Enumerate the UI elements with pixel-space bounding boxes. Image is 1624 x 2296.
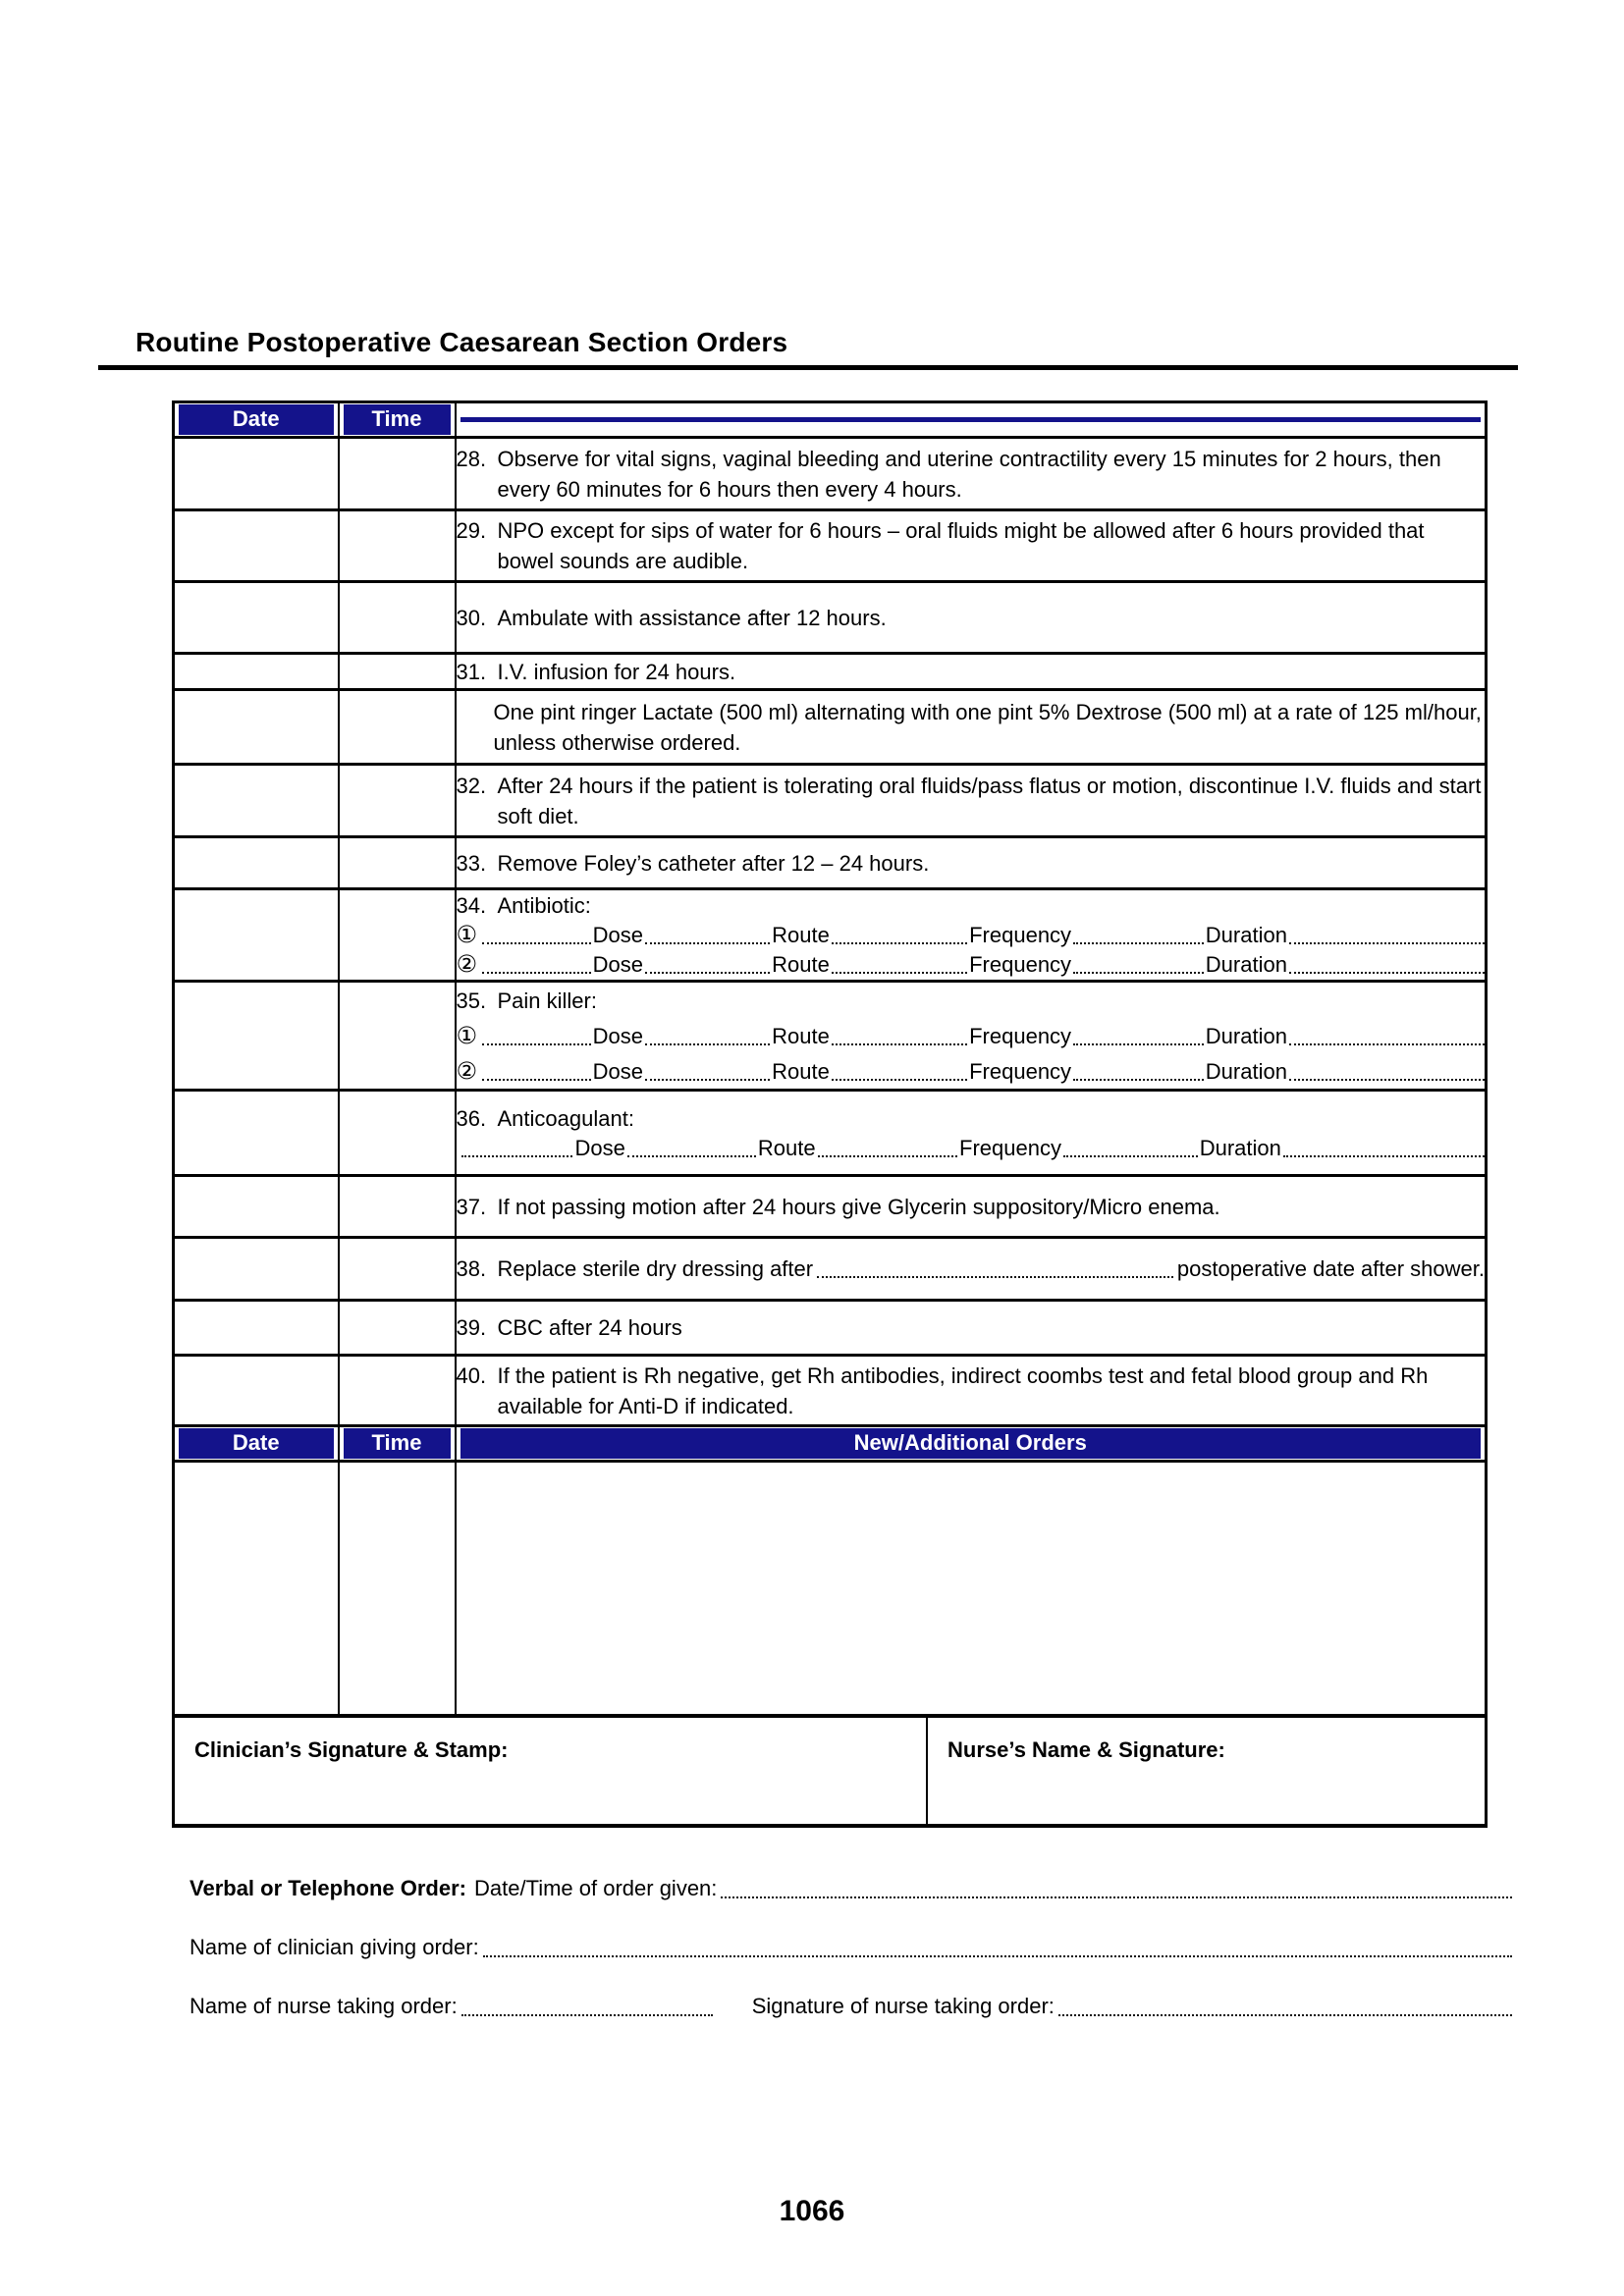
- dotted-fill[interactable]: [832, 972, 967, 974]
- dose-field-label: Dose: [592, 952, 643, 977]
- dose-field-label: Dose: [574, 1135, 625, 1160]
- dotted-fill[interactable]: [1289, 942, 1485, 944]
- order-text: I.V. infusion for 24 hours.: [497, 659, 736, 684]
- time-cell[interactable]: [339, 982, 456, 1091]
- dotted-fill[interactable]: [1058, 2014, 1512, 2016]
- dotted-fill[interactable]: [1063, 1155, 1198, 1157]
- clinician-signature-label: Clinician’s Signature & Stamp:: [194, 1736, 509, 1762]
- order-text-cell: [456, 1301, 1487, 1356]
- clinician-signature-area[interactable]: [175, 1718, 928, 1824]
- circled-number-1-icon: ①: [456, 922, 478, 948]
- clinician-giving-order-line: [189, 1932, 1512, 1962]
- medication-line: [457, 1022, 1486, 1051]
- dotted-fill[interactable]: [645, 942, 770, 944]
- dotted-fill[interactable]: [482, 972, 591, 974]
- frequency-field-label: Frequency: [959, 1135, 1061, 1160]
- date-cell[interactable]: [174, 1356, 339, 1426]
- dotted-fill[interactable]: [645, 972, 770, 974]
- dotted-fill[interactable]: [1289, 1043, 1485, 1045]
- frequency-field-label: Frequency: [969, 952, 1072, 977]
- date-column-header: Date: [179, 1428, 334, 1459]
- order-number: 33.: [456, 850, 487, 876]
- dotted-fill[interactable]: [645, 1043, 770, 1045]
- duration-field-label: Duration: [1205, 1023, 1287, 1048]
- nurse-taking-order-label: Name of nurse taking order:: [189, 1993, 458, 2018]
- date-cell[interactable]: [174, 1238, 339, 1301]
- orders-table: [172, 400, 1488, 1828]
- order-row-37: [174, 1176, 1487, 1238]
- time-cell[interactable]: [339, 690, 456, 765]
- order-row-29: [174, 510, 1487, 582]
- date-cell[interactable]: [174, 510, 339, 582]
- route-field-label: Route: [772, 1023, 830, 1048]
- dose-field-label: Dose: [592, 923, 643, 947]
- time-cell[interactable]: [339, 1091, 456, 1176]
- dotted-fill[interactable]: [482, 1043, 591, 1045]
- order-row-28: [174, 438, 1487, 510]
- dotted-fill[interactable]: [483, 1955, 1512, 1957]
- order-row-32: [174, 765, 1487, 837]
- date-cell[interactable]: [174, 1091, 339, 1176]
- route-field-label: Route: [772, 1058, 830, 1084]
- title-underline: [98, 365, 1518, 370]
- order-number: 35.: [456, 988, 487, 1013]
- order-number: 31.: [456, 659, 487, 684]
- order-row-40: [174, 1356, 1487, 1426]
- order-row-38: [174, 1238, 1487, 1301]
- dotted-fill[interactable]: [817, 1276, 1173, 1278]
- order-text: If the patient is Rh negative, get Rh antibodies, indirect coombs test and fetal blood group and Rh available for Anti-D if indicated.: [497, 1362, 1429, 1418]
- duration-field-label: Duration: [1199, 1135, 1281, 1160]
- time-cell[interactable]: [339, 1301, 456, 1356]
- order-label: Pain killer:: [497, 988, 597, 1013]
- frequency-field-label: Frequency: [969, 923, 1072, 947]
- dotted-fill[interactable]: [832, 1043, 967, 1045]
- dose-field-label: Dose: [592, 1058, 643, 1084]
- dotted-fill[interactable]: [627, 1155, 756, 1157]
- route-field-label: Route: [772, 923, 830, 947]
- dotted-fill[interactable]: [461, 2014, 713, 2016]
- medication-line: [457, 921, 1486, 950]
- order-text: After 24 hours if the patient is tolerating oral fluids/pass flatus or motion, discontinue I.V. fluids and start soft diet.: [497, 773, 1482, 828]
- order-text-cell: [456, 438, 1487, 510]
- order-text-cell: [456, 765, 1487, 837]
- table-header-row: [174, 402, 1487, 438]
- order-text-cell: [456, 1238, 1487, 1301]
- dotted-fill[interactable]: [1283, 1155, 1485, 1157]
- order-text-cell: [456, 982, 1487, 1091]
- medication-line: [457, 950, 1486, 980]
- order-text-cell: [456, 889, 1487, 982]
- date-cell[interactable]: [174, 582, 339, 654]
- new-additional-orders-header-cell: [456, 1426, 1487, 1462]
- additional-orders-header-row: [174, 1426, 1487, 1462]
- dotted-fill[interactable]: [1073, 1043, 1204, 1045]
- circled-number-2-icon: ②: [456, 951, 478, 978]
- nurse-signature-taking-order-label: Signature of nurse taking order:: [751, 1993, 1055, 2018]
- order-text-before: Replace sterile dry dressing after: [497, 1256, 814, 1281]
- circled-number-2-icon: ②: [456, 1057, 478, 1085]
- new-orders-entry-row: [174, 1462, 1487, 1716]
- nurse-signature-area[interactable]: [928, 1718, 1485, 1824]
- circled-number-1-icon: ①: [456, 1022, 478, 1049]
- order-text-after: postoperative date after shower.: [1176, 1256, 1485, 1281]
- dotted-fill[interactable]: [818, 1155, 957, 1157]
- date-cell[interactable]: [174, 1176, 339, 1238]
- date-cell[interactable]: [174, 765, 339, 837]
- new-orders-entry-area[interactable]: [456, 1462, 1487, 1716]
- dose-field-label: Dose: [592, 1023, 643, 1048]
- order-row-33: [174, 837, 1487, 889]
- date-column-header: Date: [179, 404, 334, 435]
- date-column-header-cell: [174, 402, 339, 438]
- date-cell[interactable]: [174, 1462, 339, 1716]
- dotted-fill[interactable]: [482, 1079, 591, 1081]
- order-number: 39.: [456, 1315, 487, 1340]
- order-row-36: [174, 1091, 1487, 1176]
- time-cell[interactable]: [339, 510, 456, 582]
- nurse-taking-order-line: [189, 1991, 1512, 2021]
- time-cell[interactable]: [339, 654, 456, 690]
- medication-line: [457, 1134, 1486, 1163]
- time-cell[interactable]: [339, 582, 456, 654]
- time-cell[interactable]: [339, 889, 456, 982]
- order-row-30: [174, 582, 1487, 654]
- time-cell[interactable]: [339, 438, 456, 510]
- time-cell[interactable]: [339, 837, 456, 889]
- dotted-fill[interactable]: [1289, 1079, 1485, 1081]
- order-text-cell: [456, 1091, 1487, 1176]
- verbal-order-heading: Verbal or Telephone Order:: [189, 1875, 466, 1900]
- date-cell[interactable]: [174, 1301, 339, 1356]
- order-text-cell: [456, 1176, 1487, 1238]
- dotted-fill[interactable]: [1073, 1079, 1204, 1081]
- date-column-header-cell: [174, 1426, 339, 1462]
- signature-row: [174, 1716, 1487, 1826]
- time-cell[interactable]: [339, 1356, 456, 1426]
- order-label: Antibiotic:: [497, 893, 591, 918]
- signature-row-cell: [174, 1716, 1487, 1826]
- date-cell[interactable]: [174, 438, 339, 510]
- clinician-giving-order-label: Name of clinician giving order:: [189, 1934, 479, 1959]
- medication-line: [457, 1057, 1486, 1087]
- order-text-cell: [456, 1356, 1487, 1426]
- order-text-cell: [456, 837, 1487, 889]
- orders-column-header: [460, 417, 1482, 422]
- order-number: 30.: [456, 605, 487, 630]
- date-cell[interactable]: [174, 837, 339, 889]
- verbal-order-section: [189, 1873, 1512, 2021]
- date-cell[interactable]: [174, 654, 339, 690]
- order-text: Observe for vital signs, vaginal bleeding and uterine contractility every 15 minutes for 2 hours, then every 60 minutes for 6 hours then every 4 hours.: [497, 446, 1441, 502]
- time-column-header: Time: [344, 404, 451, 435]
- page-number: 1066: [779, 2194, 845, 2227]
- dotted-fill[interactable]: [482, 942, 591, 944]
- order-text: Remove Foley’s catheter after 12 – 24 hours.: [497, 850, 930, 876]
- order-row-35: [174, 982, 1487, 1091]
- order-row-39: [174, 1301, 1487, 1356]
- order-text: If not passing motion after 24 hours give Glycerin suppository/Micro enema.: [497, 1194, 1220, 1219]
- time-cell[interactable]: [339, 765, 456, 837]
- order-row-31: [174, 654, 1487, 690]
- dotted-fill[interactable]: [1073, 972, 1204, 974]
- dotted-fill[interactable]: [721, 1896, 1512, 1898]
- frequency-field-label: Frequency: [969, 1058, 1072, 1084]
- order-text-cell: [456, 690, 1487, 765]
- dotted-fill[interactable]: [1073, 942, 1204, 944]
- order-text-cell: [456, 582, 1487, 654]
- time-cell[interactable]: [339, 1176, 456, 1238]
- order-row-34: [174, 889, 1487, 982]
- duration-field-label: Duration: [1205, 952, 1287, 977]
- order-label: Anticoagulant:: [497, 1105, 634, 1131]
- duration-field-label: Duration: [1205, 1058, 1287, 1084]
- datetime-of-order-label: Date/Time of order given:: [474, 1875, 718, 1900]
- order-number: 29.: [456, 518, 487, 543]
- time-column-header-cell: [339, 402, 456, 438]
- time-column-header-cell: [339, 1426, 456, 1462]
- order-number: 28.: [456, 446, 487, 471]
- order-number: 38.: [456, 1256, 487, 1281]
- order-text: Ambulate with assistance after 12 hours.: [497, 605, 887, 630]
- route-field-label: Route: [772, 952, 830, 977]
- page-title: Routine Postoperative Caesarean Section Orders: [135, 327, 788, 357]
- order-row-31-detail: [174, 690, 1487, 765]
- new-additional-orders-header: New/Additional Orders: [460, 1428, 1482, 1459]
- dotted-fill[interactable]: [645, 1079, 770, 1081]
- dotted-fill[interactable]: [832, 1079, 967, 1081]
- date-cell[interactable]: [174, 690, 339, 765]
- route-field-label: Route: [757, 1135, 816, 1160]
- order-number: 32.: [456, 773, 487, 798]
- order-text-cell: [456, 654, 1487, 690]
- order-number: 36.: [456, 1105, 487, 1131]
- dotted-fill[interactable]: [832, 942, 967, 944]
- order-text: NPO except for sips of water for 6 hours – oral fluids might be allowed after 6 hours provided that bowel sounds are audible.: [497, 518, 1425, 573]
- verbal-order-line: [189, 1873, 1512, 1903]
- order-text: One pint ringer Lactate (500 ml) alternating with one pint 5% Dextrose (500 ml) at a rate of 125 ml/hour, unless otherwise ordered.: [493, 699, 1482, 755]
- dotted-fill[interactable]: [1289, 972, 1485, 974]
- order-number: 34.: [456, 893, 487, 918]
- time-column-header: Time: [344, 1428, 451, 1459]
- order-text-cell: [456, 510, 1487, 582]
- order-number: 40.: [456, 1362, 487, 1388]
- time-cell[interactable]: [339, 1238, 456, 1301]
- date-cell[interactable]: [174, 982, 339, 1091]
- frequency-field-label: Frequency: [969, 1023, 1072, 1048]
- nurse-signature-label: Nurse’s Name & Signature:: [947, 1736, 1225, 1762]
- duration-field-label: Duration: [1205, 923, 1287, 947]
- time-cell[interactable]: [339, 1462, 456, 1716]
- orders-column-header-cell: [456, 402, 1487, 438]
- date-cell[interactable]: [174, 889, 339, 982]
- dotted-fill[interactable]: [461, 1155, 573, 1157]
- order-number: 37.: [456, 1194, 487, 1219]
- order-text: CBC after 24 hours: [497, 1315, 682, 1340]
